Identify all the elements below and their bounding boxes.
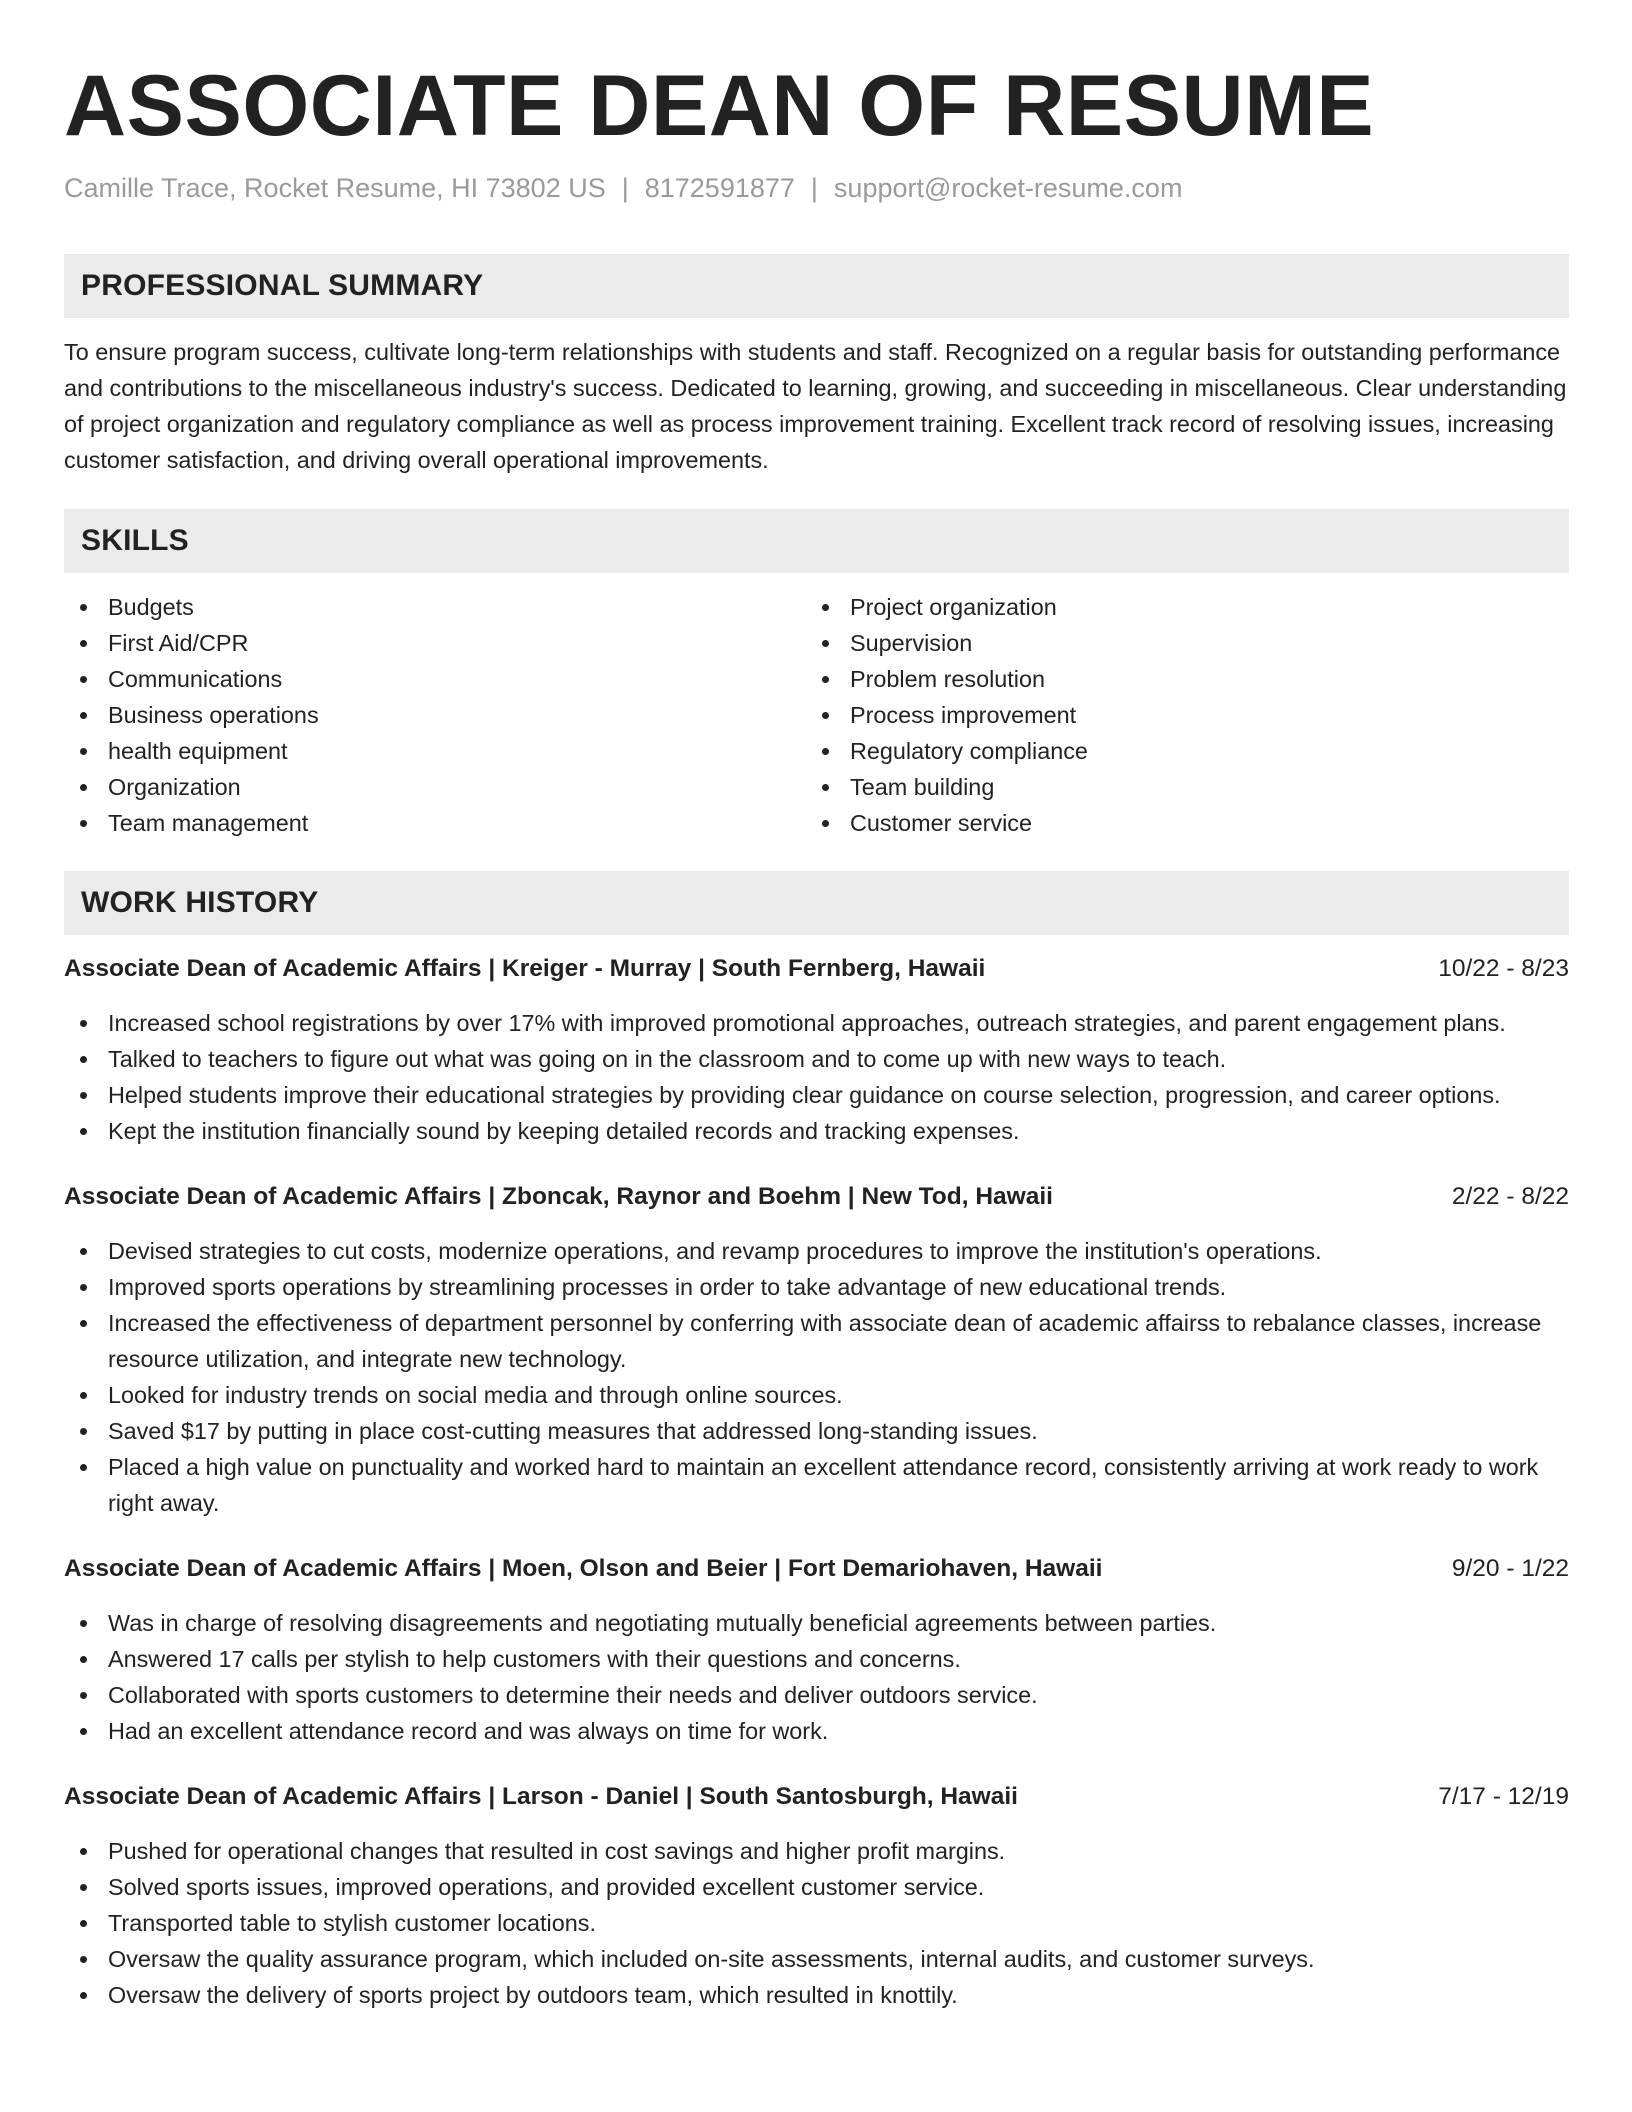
job-dates: 2/22 - 8/22 [1451,1183,1569,1210]
job-bullet: Increased school registrations by over 17% with improved promotional approaches, outreach strategies, and parent engagement plans. [64,1005,1569,1041]
resume-title: ASSOCIATE DEAN OF RESUME [64,58,1375,154]
job-header [64,1779,1569,1815]
job-bullets [64,1233,1569,1521]
job-bullet: Oversaw the delivery of sports project by outdoors team, which resulted in knottily. [64,1977,1569,2013]
summary-text: To ensure program success, cultivate long-term relationships with students and staff. Recognized on a regular basis for outstanding performance and contributions to the miscellaneous industry's success. Dedicated to learning, growing, and succeeding in miscellaneous. Clear understanding of project organization and regulatory compliance as well as process improvement training. Excellent track record of resolving issues, increasing customer satisfaction, and driving overall operational improvements. [64,339,1567,473]
job-bullet: Helped students improve their educational strategies by providing clear guidance on course selection, progression, and career options. [64,1077,1569,1113]
work-history-heading: WORK HISTORY [64,871,1569,935]
job-bullet: Had an excellent attendance record and was always on time for work. [64,1713,1569,1749]
skill-item: Process improvement [806,697,1548,733]
job-bullet: Devised strategies to cut costs, modernize operations, and revamp procedures to improve the institution's operations. [64,1233,1569,1269]
job-bullet: Placed a high value on punctuality and worked hard to maintain an excellent attendance record, consistently arriving at work ready to work right away. [64,1449,1569,1521]
job-dates: 10/22 - 8/23 [1438,955,1569,982]
skill-item: Budgets [64,589,806,625]
job-bullet: Oversaw the quality assurance program, which included on-site assessments, internal audits, and customer surveys. [64,1941,1569,1977]
job-header [64,1179,1569,1215]
job-title: Associate Dean of Academic Affairs | Kreiger - Murray | South Fernberg, Hawaii [64,955,986,982]
job-bullet: Collaborated with sports customers to determine their needs and deliver outdoors service. [64,1677,1569,1713]
skill-item: Project organization [806,589,1548,625]
contact-address: Camille Trace, Rocket Resume, HI 73802 US [64,173,606,203]
skill-item: Team management [64,805,806,841]
skills-column-left [64,589,806,841]
job-title: Associate Dean of Academic Affairs | Moen, Olson and Beier | Fort Demariohaven, Hawaii [64,1555,1103,1582]
job-bullet: Kept the institution financially sound by keeping detailed records and tracking expenses. [64,1113,1569,1149]
skill-item: Organization [64,769,806,805]
job-header [64,1551,1569,1587]
job-bullet: Was in charge of resolving disagreements and negotiating mutually beneficial agreements between parties. [64,1605,1569,1641]
job-bullet: Looked for industry trends on social media and through online sources. [64,1377,1569,1413]
skill-item: Team building [806,769,1548,805]
job-bullet: Answered 17 calls per stylish to help customers with their questions and concerns. [64,1641,1569,1677]
skill-item: Business operations [64,697,806,733]
skill-item: Communications [64,661,806,697]
job-bullet: Saved $17 by putting in place cost-cutting measures that addressed long-standing issues. [64,1413,1569,1449]
contact-line [64,170,1569,206]
skill-item: Regulatory compliance [806,733,1548,769]
job-bullet: Solved sports issues, improved operations, and provided excellent customer service. [64,1869,1569,1905]
job-bullet: Talked to teachers to figure out what was going on in the classroom and to come up with new ways to teach. [64,1041,1569,1077]
job-bullets [64,1833,1569,2013]
job-entry [64,1779,1569,2013]
contact-separator: | [621,173,629,203]
skills-heading: SKILLS [64,509,1569,573]
job-entry [64,1179,1569,1521]
job-title: Associate Dean of Academic Affairs | Zboncak, Raynor and Boehm | New Tod, Hawaii [64,1183,1053,1210]
job-dates: 7/17 - 12/19 [1438,1783,1569,1810]
skills-list [64,589,1569,841]
job-bullets [64,1605,1569,1749]
job-bullet: Transported table to stylish customer locations. [64,1905,1569,1941]
job-bullet: Improved sports operations by streamlining processes in order to take advantage of new educational trends. [64,1269,1569,1305]
skill-item: First Aid/CPR [64,625,806,661]
job-header [64,951,1569,987]
contact-separator: | [810,173,818,203]
skill-item: Customer service [806,805,1548,841]
skill-item: Supervision [806,625,1548,661]
job-bullet: Increased the effectiveness of department personnel by conferring with associate dean of academic affairss to rebalance classes, increase resource utilization, and integrate new technology. [64,1305,1569,1377]
resume-page [64,58,1569,2013]
job-bullets [64,1005,1569,1149]
job-dates: 9/20 - 1/22 [1451,1555,1569,1582]
job-bullet: Pushed for operational changes that resulted in cost savings and higher profit margins. [64,1833,1569,1869]
contact-phone: 8172591877 [644,173,795,203]
skill-item: health equipment [64,733,806,769]
contact-email: support@rocket-resume.com [833,173,1183,203]
skills-column-right [806,589,1548,841]
job-entry [64,1551,1569,1749]
job-entry [64,951,1569,1149]
summary-heading: PROFESSIONAL SUMMARY [64,254,1569,318]
skill-item: Problem resolution [806,661,1548,697]
job-title: Associate Dean of Academic Affairs | Larson - Daniel | South Santosburgh, Hawaii [64,1783,1018,1810]
